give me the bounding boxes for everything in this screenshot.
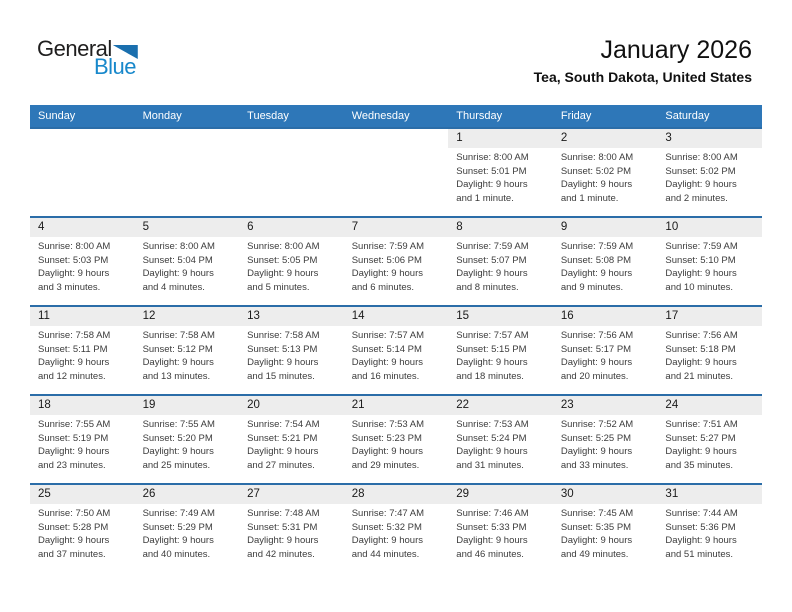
daylight-text-line2: and 18 minutes. <box>456 370 524 382</box>
daylight-text-line1: Daylight: 9 hours <box>665 535 737 546</box>
sunrise-text: Sunrise: 7:58 AM <box>142 330 215 341</box>
daylight-text-line2: and 49 minutes. <box>560 548 629 560</box>
sunrise-text: Sunrise: 7:51 AM <box>665 419 738 430</box>
day-number: 18 <box>38 399 51 411</box>
weekday-friday: Friday <box>560 110 592 122</box>
day-details <box>657 415 762 472</box>
day-number-band <box>344 485 449 504</box>
day-number-band <box>553 129 658 148</box>
day-number: 2 <box>560 132 568 144</box>
sunset-text: Sunset: 5:07 PM <box>456 254 527 266</box>
day-details <box>344 415 449 472</box>
daylight-text-line2: and 13 minutes. <box>142 370 211 382</box>
daylight-text-line2: and 10 minutes. <box>665 281 734 293</box>
daylight-text-line1: Daylight: 9 hours <box>560 179 633 190</box>
day-number-band <box>448 218 553 237</box>
calendar-day-cell <box>553 396 658 483</box>
sunrise-text: Sunrise: 7:45 AM <box>560 508 634 519</box>
calendar-day-cell <box>657 218 762 305</box>
daylight-text-line1: Daylight: 9 hours <box>665 179 737 190</box>
day-number-band <box>135 129 240 148</box>
week-row <box>30 483 762 572</box>
day-number: 5 <box>142 221 149 233</box>
weekday-sunday: Sunday <box>38 110 76 122</box>
daylight-text-line2: and 1 minute. <box>560 192 619 204</box>
sunrise-text: Sunrise: 7:57 AM <box>456 330 529 341</box>
day-number-band <box>448 129 553 148</box>
calendar-day-cell <box>344 396 449 483</box>
daylight-text-line1: Daylight: 9 hours <box>456 179 528 190</box>
day-number-band <box>553 218 658 237</box>
sunrise-text: Sunrise: 7:53 AM <box>456 419 529 430</box>
logo-text-blue: Blue <box>94 54 137 79</box>
calendar-day-cell <box>657 307 762 394</box>
day-number-band <box>239 129 344 148</box>
sunrise-text: Sunrise: 7:55 AM <box>142 419 215 430</box>
day-number: 17 <box>665 310 679 322</box>
sunset-text: Sunset: 5:28 PM <box>38 521 109 533</box>
day-details <box>30 326 135 383</box>
day-details <box>135 237 240 294</box>
sunrise-text: Sunrise: 8:00 AM <box>665 152 738 163</box>
daylight-text-line2: and 9 minutes. <box>560 281 624 293</box>
daylight-text-line1: Daylight: 9 hours <box>142 268 214 279</box>
calendar-day-cell <box>135 218 240 305</box>
day-details <box>448 504 553 561</box>
day-number-band <box>448 307 553 326</box>
sunset-text: Sunset: 5:02 PM <box>665 165 736 177</box>
calendar-day-cell <box>553 129 658 216</box>
day-number: 25 <box>38 488 51 500</box>
calendar-day-cell <box>135 485 240 572</box>
calendar-day-cell <box>30 485 135 572</box>
daylight-text-line2: and 29 minutes. <box>351 459 420 471</box>
day-number: 1 <box>456 132 463 144</box>
sunset-text: Sunset: 5:31 PM <box>247 521 318 533</box>
calendar-day-cell <box>553 485 658 572</box>
sunrise-text: Sunrise: 7:58 AM <box>247 330 320 341</box>
daylight-text-line1: Daylight: 9 hours <box>665 446 737 457</box>
day-number-band <box>553 485 658 504</box>
daylight-text-line2: and 20 minutes. <box>560 370 629 382</box>
sunrise-text: Sunrise: 8:00 AM <box>247 241 320 252</box>
weekday-wednesday: Wednesday <box>351 110 410 122</box>
daylight-text-line1: Daylight: 9 hours <box>456 535 528 546</box>
daylight-text-line2: and 44 minutes. <box>351 548 420 560</box>
day-number-band <box>657 396 762 415</box>
daylight-text-line1: Daylight: 9 hours <box>665 268 737 279</box>
calendar-day-cell <box>30 307 135 394</box>
calendar-day-cell <box>448 218 553 305</box>
daylight-text-line1: Daylight: 9 hours <box>247 535 319 546</box>
weekday-tuesday: Tuesday <box>247 110 289 122</box>
day-number-band <box>344 218 449 237</box>
day-number-band <box>344 307 449 326</box>
day-number: 10 <box>665 221 679 233</box>
day-number: 8 <box>456 221 463 233</box>
calendar-day-cell <box>448 129 553 216</box>
sunrise-text: Sunrise: 7:49 AM <box>142 508 215 519</box>
sunset-text: Sunset: 5:18 PM <box>665 343 736 355</box>
day-number: 21 <box>351 399 365 411</box>
day-number-band <box>553 396 658 415</box>
weekday-header-row <box>30 105 762 127</box>
calendar-day-cell <box>448 307 553 394</box>
calendar-day-cell <box>239 485 344 572</box>
sunset-text: Sunset: 5:33 PM <box>456 521 527 533</box>
day-number: 13 <box>247 310 260 322</box>
calendar-day-cell <box>657 396 762 483</box>
day-number: 19 <box>142 399 156 411</box>
day-number: 14 <box>351 310 365 322</box>
day-number: 28 <box>351 488 365 500</box>
calendar-day-cell <box>553 307 658 394</box>
day-details <box>553 237 658 294</box>
sunrise-text: Sunrise: 7:47 AM <box>351 508 425 519</box>
daylight-text-line1: Daylight: 9 hours <box>456 446 528 457</box>
day-number: 4 <box>38 221 45 233</box>
calendar-day-cell <box>239 396 344 483</box>
week-row <box>30 127 762 216</box>
day-details <box>448 326 553 383</box>
sunrise-text: Sunrise: 7:46 AM <box>456 508 529 519</box>
day-number: 26 <box>142 488 156 500</box>
sunrise-text: Sunrise: 8:00 AM <box>142 241 215 252</box>
day-number: 15 <box>456 310 470 322</box>
empty-day-cell <box>135 129 240 216</box>
sunrise-text: Sunrise: 7:54 AM <box>247 419 320 430</box>
weekday-thursday: Thursday <box>456 110 503 122</box>
sunset-text: Sunset: 5:15 PM <box>456 343 527 355</box>
day-details <box>657 326 762 383</box>
calendar-day-cell <box>344 485 449 572</box>
day-number-band <box>135 485 240 504</box>
day-details <box>448 148 553 205</box>
sunrise-text: Sunrise: 7:44 AM <box>665 508 738 519</box>
sunset-text: Sunset: 5:11 PM <box>38 343 108 355</box>
general-blue-logo <box>37 36 138 79</box>
daylight-text-line2: and 1 minute. <box>456 192 514 204</box>
empty-day-cell <box>239 129 344 216</box>
empty-day-cell <box>344 129 449 216</box>
sunrise-text: Sunrise: 7:59 AM <box>456 241 529 252</box>
day-details <box>448 237 553 294</box>
daylight-text-line1: Daylight: 9 hours <box>38 357 110 368</box>
daylight-text-line1: Daylight: 9 hours <box>142 446 214 457</box>
day-number: 3 <box>665 132 672 144</box>
daylight-text-line1: Daylight: 9 hours <box>247 357 319 368</box>
day-number-band <box>657 307 762 326</box>
sunset-text: Sunset: 5:21 PM <box>247 432 318 444</box>
day-number-band <box>657 129 762 148</box>
day-details <box>657 148 762 205</box>
sunset-text: Sunset: 5:02 PM <box>560 165 632 177</box>
sunset-text: Sunset: 5:05 PM <box>247 254 318 266</box>
daylight-text-line2: and 4 minutes. <box>142 281 205 293</box>
day-details <box>657 237 762 294</box>
sunset-text: Sunset: 5:08 PM <box>560 254 632 266</box>
sunset-text: Sunset: 5:12 PM <box>142 343 213 355</box>
sunset-text: Sunset: 5:35 PM <box>560 521 632 533</box>
daylight-text-line1: Daylight: 9 hours <box>38 268 110 279</box>
calendar-day-cell <box>448 396 553 483</box>
day-details <box>30 237 135 294</box>
day-details <box>30 504 135 561</box>
day-details <box>135 415 240 472</box>
calendar-day-cell <box>239 218 344 305</box>
day-details <box>239 415 344 472</box>
sunset-text: Sunset: 5:01 PM <box>456 165 527 177</box>
sunrise-text: Sunrise: 7:55 AM <box>38 419 111 430</box>
day-details <box>30 415 135 472</box>
daylight-text-line2: and 40 minutes. <box>142 548 211 560</box>
sunrise-text: Sunrise: 7:58 AM <box>38 330 111 341</box>
sunrise-text: Sunrise: 7:59 AM <box>665 241 738 252</box>
daylight-text-line1: Daylight: 9 hours <box>142 535 214 546</box>
daylight-text-line1: Daylight: 9 hours <box>560 357 633 368</box>
day-number-band <box>448 485 553 504</box>
sunrise-text: Sunrise: 7:52 AM <box>560 419 634 430</box>
weekday-monday: Monday <box>142 110 182 122</box>
daylight-text-line1: Daylight: 9 hours <box>142 357 214 368</box>
calendar-day-cell <box>344 218 449 305</box>
sunset-text: Sunset: 5:27 PM <box>665 432 736 444</box>
daylight-text-line1: Daylight: 9 hours <box>351 268 423 279</box>
sunset-text: Sunset: 5:25 PM <box>560 432 632 444</box>
day-details <box>344 504 449 561</box>
daylight-text-line2: and 51 minutes. <box>665 548 734 560</box>
daylight-text-line1: Daylight: 9 hours <box>560 446 633 457</box>
daylight-text-line1: Daylight: 9 hours <box>38 446 110 457</box>
daylight-text-line1: Daylight: 9 hours <box>456 357 528 368</box>
daylight-text-line2: and 42 minutes. <box>247 548 315 560</box>
title-block <box>534 36 752 85</box>
day-number: 11 <box>38 310 50 322</box>
day-number-band <box>239 396 344 415</box>
day-number: 20 <box>247 399 260 411</box>
page-title: January 2026 <box>600 36 752 64</box>
sunrise-text: Sunrise: 8:00 AM <box>38 241 111 252</box>
daylight-text-line2: and 27 minutes. <box>247 459 315 471</box>
daylight-text-line1: Daylight: 9 hours <box>456 268 528 279</box>
daylight-text-line1: Daylight: 9 hours <box>665 357 737 368</box>
day-number-band <box>30 485 135 504</box>
daylight-text-line1: Daylight: 9 hours <box>560 268 633 279</box>
daylight-text-line2: and 46 minutes. <box>456 548 524 560</box>
day-number-band <box>30 129 135 148</box>
sunset-text: Sunset: 5:06 PM <box>351 254 422 266</box>
day-details <box>344 326 449 383</box>
sunset-text: Sunset: 5:14 PM <box>351 343 422 355</box>
daylight-text-line2: and 16 minutes. <box>351 370 420 382</box>
day-number-band <box>239 218 344 237</box>
daylight-text-line2: and 3 minutes. <box>38 281 101 293</box>
calendar-day-cell <box>657 129 762 216</box>
day-number-band <box>30 396 135 415</box>
day-number: 12 <box>142 310 156 322</box>
sunset-text: Sunset: 5:29 PM <box>142 521 213 533</box>
daylight-text-line1: Daylight: 9 hours <box>351 446 423 457</box>
daylight-text-line2: and 2 minutes. <box>665 192 728 204</box>
calendar-day-cell <box>448 485 553 572</box>
day-details <box>553 326 658 383</box>
sunset-text: Sunset: 5:13 PM <box>247 343 318 355</box>
daylight-text-line2: and 23 minutes. <box>38 459 106 471</box>
daylight-text-line1: Daylight: 9 hours <box>560 535 633 546</box>
week-row <box>30 394 762 483</box>
calendar-day-cell <box>30 396 135 483</box>
day-number-band <box>657 485 762 504</box>
week-row <box>30 216 762 305</box>
sunset-text: Sunset: 5:19 PM <box>38 432 109 444</box>
day-details <box>135 326 240 383</box>
day-number-band <box>135 396 240 415</box>
daylight-text-line2: and 15 minutes. <box>247 370 315 382</box>
day-details <box>553 148 658 205</box>
sunset-text: Sunset: 5:17 PM <box>560 343 632 355</box>
day-number-band <box>553 307 658 326</box>
daylight-text-line1: Daylight: 9 hours <box>247 446 319 457</box>
day-number: 24 <box>665 399 679 411</box>
day-details <box>239 326 344 383</box>
daylight-text-line2: and 33 minutes. <box>560 459 629 471</box>
sunset-text: Sunset: 5:03 PM <box>38 254 109 266</box>
daylight-text-line1: Daylight: 9 hours <box>38 535 110 546</box>
sunset-text: Sunset: 5:10 PM <box>665 254 736 266</box>
day-number-band <box>30 218 135 237</box>
daylight-text-line2: and 35 minutes. <box>665 459 734 471</box>
day-number: 30 <box>560 488 574 500</box>
day-number-band <box>30 307 135 326</box>
weekday-saturday: Saturday <box>665 110 710 122</box>
daylight-text-line1: Daylight: 9 hours <box>351 357 423 368</box>
day-details <box>239 504 344 561</box>
day-number: 27 <box>247 488 260 500</box>
sunrise-text: Sunrise: 7:56 AM <box>665 330 738 341</box>
day-number: 22 <box>456 399 470 411</box>
sunset-text: Sunset: 5:24 PM <box>456 432 527 444</box>
sunrise-text: Sunrise: 7:57 AM <box>351 330 425 341</box>
sunset-text: Sunset: 5:23 PM <box>351 432 422 444</box>
sunset-text: Sunset: 5:32 PM <box>351 521 422 533</box>
daylight-text-line2: and 12 minutes. <box>38 370 106 382</box>
day-number-band <box>344 129 449 148</box>
day-number-band <box>239 485 344 504</box>
day-number: 23 <box>560 399 574 411</box>
day-number-band <box>135 218 240 237</box>
day-number: 9 <box>560 221 568 233</box>
sunrise-text: Sunrise: 8:00 AM <box>456 152 529 163</box>
calendar-day-cell <box>657 485 762 572</box>
calendar-day-cell <box>344 307 449 394</box>
daylight-text-line1: Daylight: 9 hours <box>351 535 423 546</box>
week-row <box>30 305 762 394</box>
sunrise-text: Sunrise: 7:59 AM <box>560 241 634 252</box>
day-details <box>344 237 449 294</box>
calendar-day-cell <box>239 307 344 394</box>
day-details <box>553 415 658 472</box>
daylight-text-line2: and 31 minutes. <box>456 459 524 471</box>
calendar-day-cell <box>135 396 240 483</box>
day-number: 6 <box>247 221 254 233</box>
daylight-text-line2: and 25 minutes. <box>142 459 211 471</box>
calendar-table <box>30 105 762 572</box>
sunrise-text: Sunrise: 7:50 AM <box>38 508 111 519</box>
sunrise-text: Sunrise: 7:48 AM <box>247 508 320 519</box>
sunrise-text: Sunrise: 7:56 AM <box>560 330 634 341</box>
day-number-band <box>448 396 553 415</box>
day-number-band <box>135 307 240 326</box>
calendar-day-cell <box>30 218 135 305</box>
sunrise-text: Sunrise: 8:00 AM <box>560 152 634 163</box>
sunset-text: Sunset: 5:36 PM <box>665 521 736 533</box>
location-subtitle: Tea, South Dakota, United States <box>533 69 752 85</box>
logo-text-general: General <box>37 36 112 61</box>
day-number-band <box>344 396 449 415</box>
day-details <box>239 237 344 294</box>
day-details <box>135 504 240 561</box>
day-details <box>553 504 658 561</box>
day-number: 31 <box>665 488 679 500</box>
day-number: 29 <box>456 488 470 500</box>
daylight-text-line2: and 5 minutes. <box>247 281 310 293</box>
calendar-day-cell <box>553 218 658 305</box>
day-details <box>448 415 553 472</box>
sunset-text: Sunset: 5:20 PM <box>142 432 213 444</box>
daylight-text-line2: and 37 minutes. <box>38 548 106 560</box>
calendar-day-cell <box>135 307 240 394</box>
daylight-text-line2: and 21 minutes. <box>665 370 734 382</box>
calendar-grid <box>30 127 762 572</box>
sunrise-text: Sunrise: 7:59 AM <box>351 241 425 252</box>
empty-day-cell <box>30 129 135 216</box>
daylight-text-line1: Daylight: 9 hours <box>247 268 319 279</box>
day-number-band <box>239 307 344 326</box>
day-number: 16 <box>560 310 574 322</box>
day-details <box>657 504 762 561</box>
sunrise-text: Sunrise: 7:53 AM <box>351 419 425 430</box>
day-number: 7 <box>351 221 359 233</box>
daylight-text-line2: and 6 minutes. <box>351 281 415 293</box>
daylight-text-line2: and 8 minutes. <box>456 281 519 293</box>
day-number-band <box>657 218 762 237</box>
sunset-text: Sunset: 5:04 PM <box>142 254 213 266</box>
